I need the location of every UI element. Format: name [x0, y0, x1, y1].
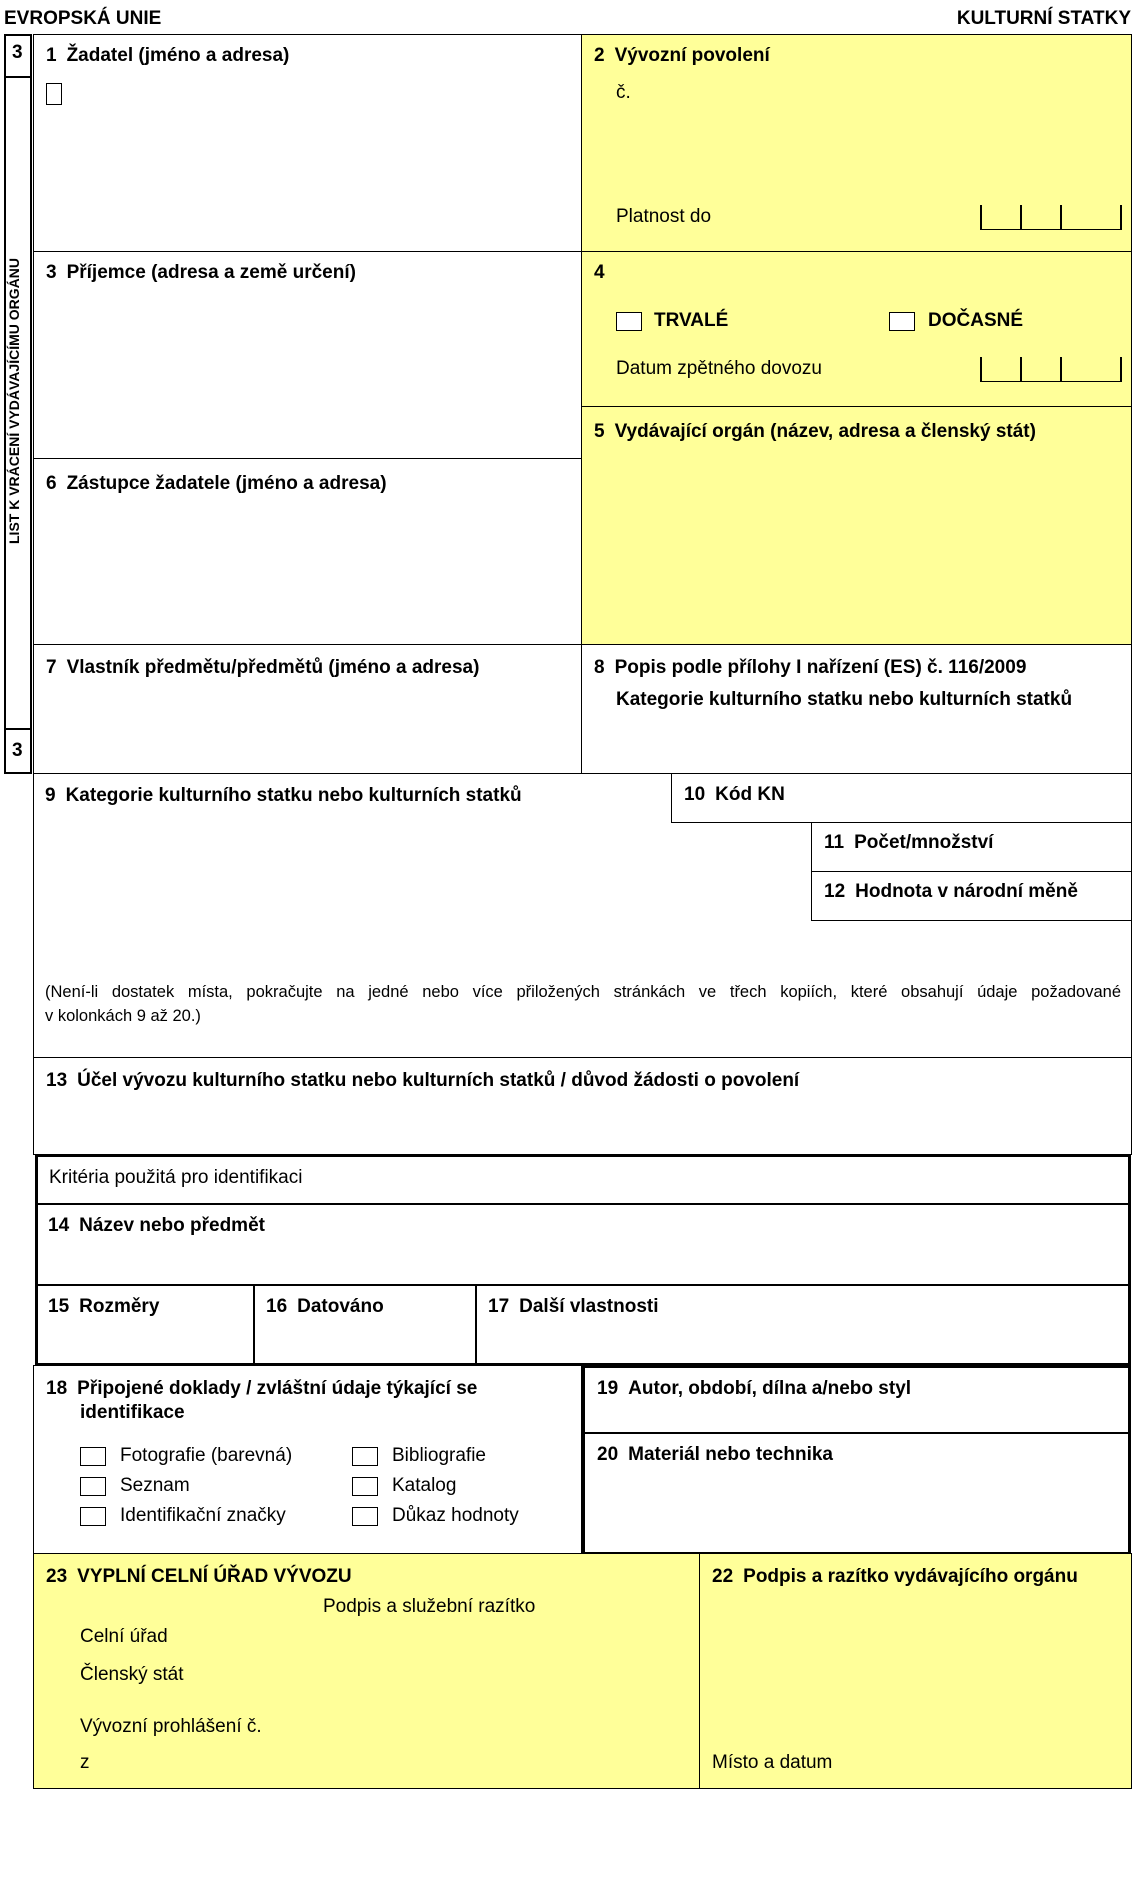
field-8-description[interactable] [581, 644, 1132, 774]
field-11-number: 11 [824, 832, 845, 853]
field-12-number: 12 [824, 881, 846, 902]
field-20-number: 20 [597, 1444, 619, 1465]
office-label: Celní úřad [80, 1626, 168, 1647]
field-20[interactable] [597, 1444, 833, 1466]
field-6-number: 6 [46, 473, 57, 494]
note-line-1: (Není-li dostatek místa, pokračujte na jedné nebo více přiložených stránkách ve třech kopiích, které obsahují údaje požadované [45, 983, 1121, 1001]
field-13-label: Účel vývozu kulturního statku nebo kulturních statků / důvod žádosti o povolení [77, 1070, 800, 1091]
copy-number-top: 3 [12, 42, 23, 63]
catalogue-checkbox[interactable] [352, 1477, 378, 1496]
option-catalogue: Katalog [392, 1475, 457, 1496]
field-14-label: Název nebo předmět [79, 1215, 265, 1236]
field-8-label: Popis podle přílohy I nařízení (ES) č. 116/2009 [614, 657, 1027, 678]
place-date-label: Místo a datum [712, 1752, 833, 1773]
field-19-number: 19 [597, 1378, 619, 1399]
field-1-number: 1 [46, 45, 57, 66]
field-9-label: Kategorie kulturního statku nebo kulturních statků [65, 785, 522, 806]
copy-number-top-box [4, 34, 32, 78]
field-17-number: 17 [488, 1296, 510, 1317]
temporary-label: DOČASNÉ [928, 310, 1024, 331]
photo-checkbox[interactable] [80, 1447, 106, 1466]
licence-no-label: č. [616, 82, 631, 103]
permanent-checkbox[interactable] [616, 312, 642, 331]
field-11-quantity[interactable] [811, 822, 1132, 872]
validity-date-input[interactable] [980, 205, 1122, 230]
field-6-representative[interactable] [33, 458, 582, 645]
field-15-number: 15 [48, 1296, 70, 1317]
field-19[interactable] [597, 1378, 911, 1400]
field-17[interactable] [488, 1296, 659, 1318]
of-label: z [80, 1752, 90, 1773]
list-checkbox[interactable] [80, 1477, 106, 1496]
temporary-checkbox[interactable] [889, 312, 915, 331]
field-23-label: VYPLNÍ CELNÍ ÚŘAD VÝVOZU [77, 1566, 352, 1587]
field-12-label: Hodnota v národní měně [855, 881, 1078, 902]
field-2-label: Vývozní povolení [614, 45, 770, 66]
field-7-number: 7 [46, 657, 57, 678]
field-19-label: Autor, období, dílna a/nebo styl [628, 1378, 912, 1399]
option-value-proof: Důkaz hodnoty [392, 1505, 519, 1526]
reimport-date-input[interactable] [980, 357, 1122, 382]
state-label: Členský stát [80, 1664, 184, 1685]
field-18-label-2: identifikace [80, 1402, 185, 1423]
bibliography-checkbox[interactable] [352, 1447, 378, 1466]
field-2-number: 2 [594, 45, 605, 66]
field-17-label: Další vlastnosti [519, 1296, 659, 1317]
field-15-label: Rozměry [79, 1296, 160, 1317]
field-10-cn-code[interactable] [671, 773, 1132, 823]
declaration-label: Vývozní prohlášení č. [80, 1716, 262, 1737]
stamp-label: Podpis a služební razítko [323, 1596, 536, 1617]
field-1-applicant[interactable] [33, 34, 582, 252]
field-3-number: 3 [46, 262, 57, 283]
field-14[interactable] [48, 1215, 265, 1237]
field-8-number: 8 [594, 657, 605, 678]
field-4-type[interactable] [581, 251, 1132, 407]
field-7-owner[interactable] [33, 644, 582, 774]
field-4-number: 4 [594, 262, 605, 283]
option-marks: Identifikační značky [120, 1505, 286, 1526]
field-18-number: 18 [46, 1378, 68, 1399]
option-photo: Fotografie (barevná) [120, 1445, 293, 1466]
permanent-label: TRVALÉ [654, 310, 729, 331]
marks-checkbox[interactable] [80, 1507, 106, 1526]
field-10-number: 10 [684, 784, 706, 805]
field-22-signature[interactable] [699, 1553, 1132, 1789]
field-8-sub: Kategorie kulturního statku nebo kulturních statků [616, 689, 1073, 710]
field-16-label: Datováno [297, 1296, 384, 1317]
fields-19-20-block [582, 1365, 1131, 1555]
field-3-consignee[interactable] [33, 251, 582, 459]
validity-label: Platnost do [616, 206, 712, 227]
reimport-date-label: Datum zpětného dovozu [616, 358, 822, 379]
field-22-label: Podpis a razítko vydávajícího orgánu [743, 1566, 1078, 1587]
header-right: KULTURNÍ STATKY [956, 8, 1131, 29]
option-bibliography: Bibliografie [392, 1445, 486, 1466]
field-14-number: 14 [48, 1215, 70, 1236]
criteria-label: Kritéria použitá pro identifikaci [49, 1167, 303, 1188]
field-23-customs[interactable] [33, 1553, 700, 1789]
field-18-label-1: Připojené doklady / zvláštní údaje týkající se [77, 1378, 478, 1399]
field-2-export-licence[interactable] [581, 34, 1132, 252]
checkbox-icon[interactable] [46, 83, 62, 105]
field-13-number: 13 [46, 1070, 68, 1091]
field-15[interactable] [48, 1296, 159, 1318]
field-5-number: 5 [594, 421, 605, 442]
copy-number-bottom: 3 [12, 740, 23, 761]
field-6-label: Zástupce žadatele (jméno a adresa) [66, 473, 387, 494]
field-13-purpose[interactable] [33, 1057, 1132, 1155]
field-16[interactable] [266, 1296, 384, 1318]
criteria-block [35, 1154, 1131, 1366]
vertical-label: LIST K VRÁCENÍ VYDÁVAJÍCÍMU ORGÁNU [6, 258, 22, 544]
field-18-documents[interactable] [33, 1365, 582, 1554]
field-23-number: 23 [46, 1566, 68, 1587]
field-10-label: Kód KN [715, 784, 785, 805]
field-5-label: Vydávající orgán (název, adresa a členský stát) [614, 421, 1036, 442]
note-line-2: v kolonkách 9 až 20.) [45, 1007, 201, 1025]
field-9-number: 9 [45, 785, 56, 806]
field-20-label: Materiál nebo technika [628, 1444, 833, 1465]
field-1-label: Žadatel (jméno a adresa) [66, 45, 290, 66]
field-5-issuing-authority[interactable] [581, 406, 1132, 645]
field-16-number: 16 [266, 1296, 288, 1317]
value-proof-checkbox[interactable] [352, 1507, 378, 1526]
field-3-label: Příjemce (adresa a země určení) [66, 262, 356, 283]
field-11-label: Počet/množství [854, 832, 994, 853]
option-list: Seznam [120, 1475, 190, 1496]
side-strip [4, 77, 32, 728]
field-22-number: 22 [712, 1566, 734, 1587]
copy-number-bottom-box [4, 728, 32, 774]
field-12-value[interactable] [811, 871, 1132, 921]
header-left: EVROPSKÁ UNIE [4, 8, 162, 29]
field-7-label: Vlastník předmětu/předmětů (jméno a adresa) [66, 657, 480, 678]
